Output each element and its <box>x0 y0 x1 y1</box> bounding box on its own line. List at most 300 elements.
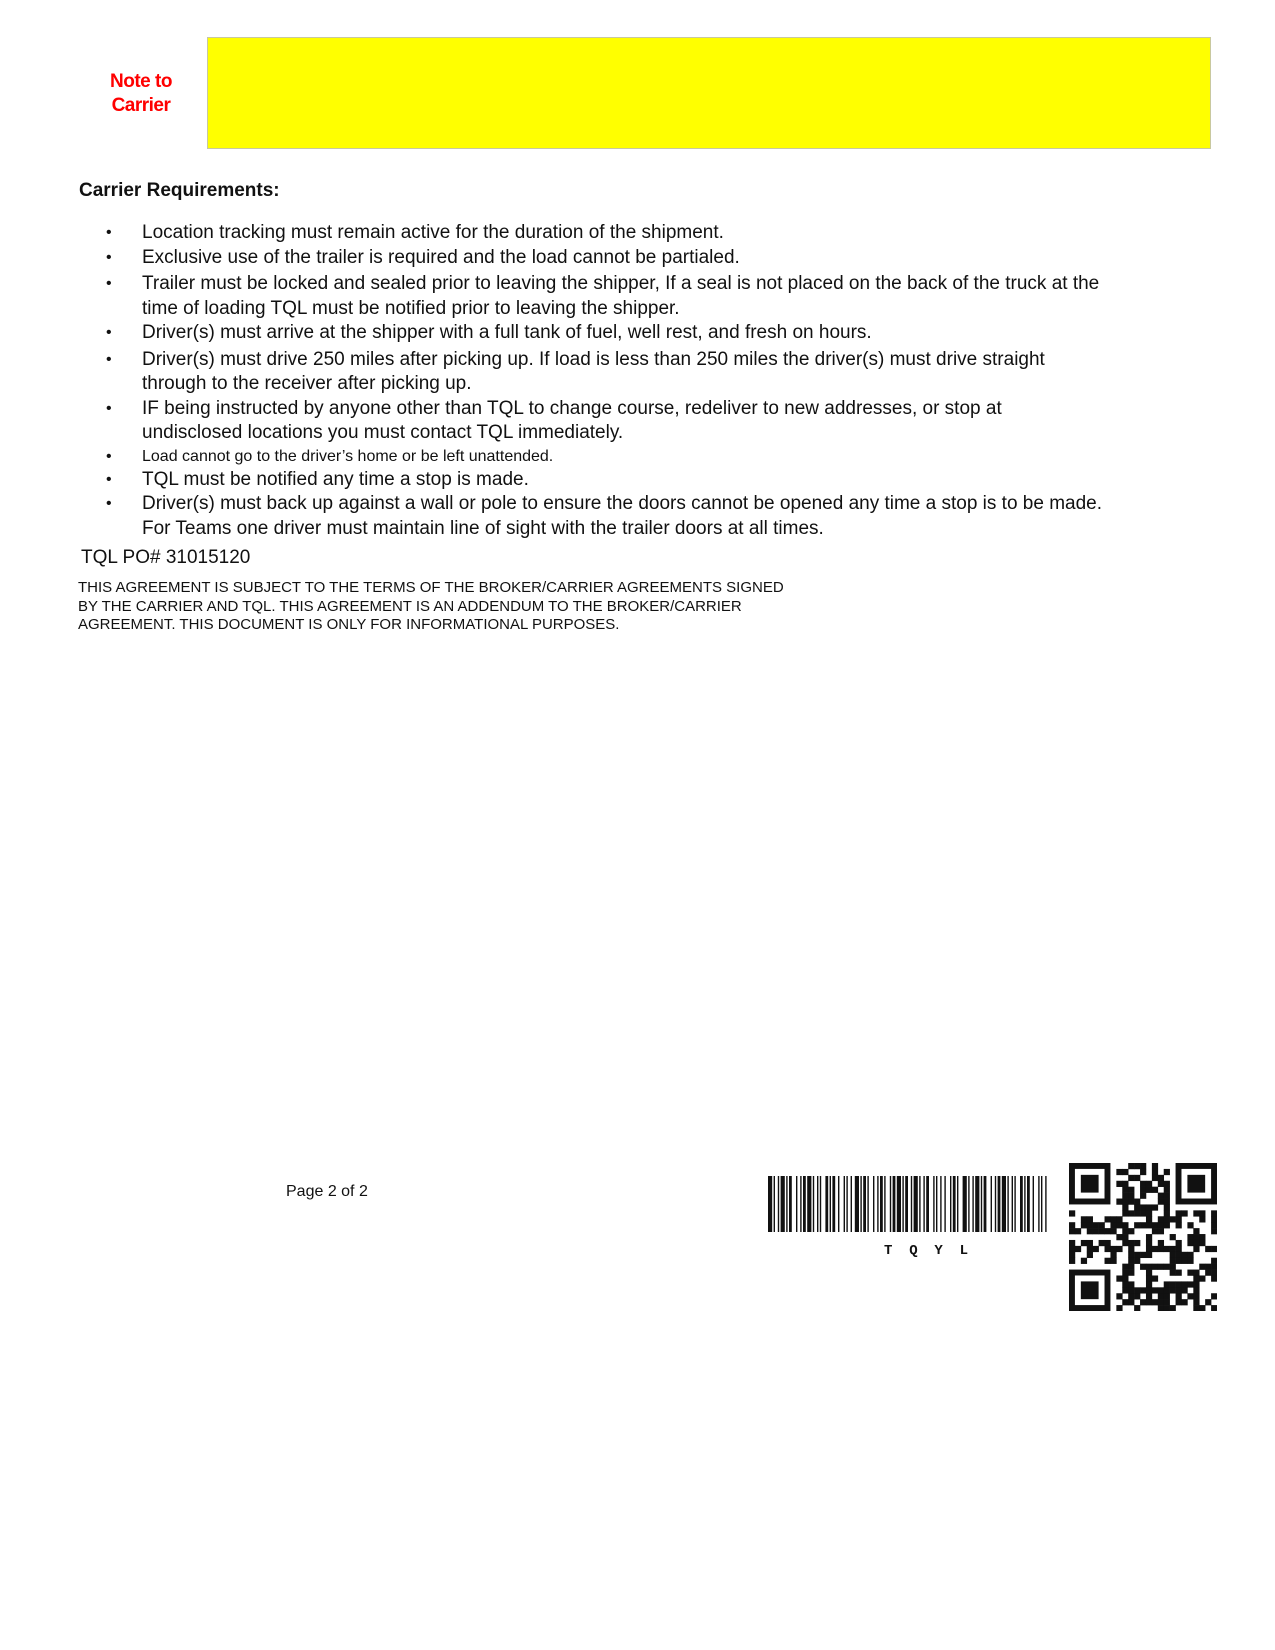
qr-module <box>1158 1299 1164 1305</box>
qr-module <box>1211 1222 1217 1228</box>
qr-module <box>1211 1275 1217 1281</box>
bullet-icon: • <box>106 399 112 417</box>
qr-module <box>1081 1258 1087 1264</box>
barcode-bar <box>902 1176 903 1232</box>
qr-module <box>1116 1234 1122 1240</box>
barcode-bar <box>774 1176 775 1232</box>
barcode-bar <box>991 1176 992 1232</box>
barcode-bar <box>968 1176 969 1232</box>
barcode-bar <box>957 1176 958 1232</box>
qr-module <box>1075 1228 1081 1234</box>
barcode-bar <box>933 1176 934 1232</box>
qr-module <box>1087 1246 1093 1252</box>
qr-module <box>1199 1275 1205 1281</box>
qr-module <box>1105 1246 1111 1252</box>
agreement-disclaimer: THIS AGREEMENT IS SUBJECT TO THE TERMS OF THE BROKER/CARRIER AGREEMENTS SIGNED BY THE CARRIER AND TQL. THIS AGREEMENT IS AN ADDENDUM TO THE BROKER/CARRIER AGREEMENT. THIS DOCUMENT IS ONLY FOR INFORMATIONAL PURPOSES. <box>78 579 784 633</box>
qr-module <box>1152 1275 1158 1281</box>
qr-module <box>1193 1287 1199 1293</box>
qr-module <box>1087 1216 1093 1222</box>
list-item: • TQL must be notified any time a stop is made. <box>104 468 1104 493</box>
barcode-bar <box>919 1176 920 1232</box>
barcode-bar <box>851 1176 852 1232</box>
qr-module <box>1146 1222 1152 1228</box>
qr-module <box>1164 1246 1170 1252</box>
list-item: • Trailer must be locked and sealed prior to leaving the shipper, If a seal is not placed on the back of the truck at the time of loading TQL must be notified prior to leaving the shipper. <box>106 273 1100 319</box>
qr-module <box>1199 1240 1205 1246</box>
qr-module <box>1110 1222 1116 1228</box>
qr-module <box>1140 1210 1146 1216</box>
qr-module <box>1122 1264 1128 1270</box>
barcode-bar <box>860 1176 861 1232</box>
qr-module <box>1134 1175 1140 1181</box>
qr-module <box>1146 1234 1152 1240</box>
barcode-bar <box>825 1176 828 1232</box>
barcode-bar <box>972 1176 973 1232</box>
page-number: Page 2 of 2 <box>286 1183 368 1200</box>
qr-module <box>1128 1252 1134 1258</box>
qr-module <box>1093 1246 1099 1252</box>
qr-module <box>1164 1181 1170 1187</box>
qr-module <box>1116 1222 1122 1228</box>
qr-finder-pattern <box>1081 1281 1099 1299</box>
qr-module <box>1146 1252 1152 1258</box>
bullet-icon: • <box>106 470 112 488</box>
qr-module <box>1170 1264 1176 1270</box>
qr-module <box>1116 1216 1122 1222</box>
qr-module <box>1128 1240 1134 1246</box>
barcode-bar <box>953 1176 956 1232</box>
qr-module <box>1116 1293 1122 1299</box>
qr-code-image <box>1069 1163 1217 1311</box>
qr-module <box>1211 1270 1217 1276</box>
list-item: • Load cannot go to the driver’s home or be left unattended. <box>104 446 1104 468</box>
qr-module <box>1158 1305 1164 1311</box>
qr-module <box>1176 1270 1182 1276</box>
qr-module <box>1128 1299 1134 1305</box>
note-to-carrier-box <box>207 37 1211 149</box>
qr-module <box>1170 1305 1176 1311</box>
qr-module <box>1128 1163 1134 1169</box>
qr-module <box>1158 1240 1164 1246</box>
barcode-bar <box>1027 1176 1030 1232</box>
barcode-bar <box>975 1176 979 1232</box>
qr-module <box>1146 1216 1152 1222</box>
qr-module <box>1193 1240 1199 1246</box>
qr-module <box>1181 1281 1187 1287</box>
qr-module <box>1164 1281 1170 1287</box>
qr-module <box>1199 1234 1205 1240</box>
qr-module <box>1116 1246 1122 1252</box>
barcode-bar <box>981 1176 982 1232</box>
qr-module <box>1134 1222 1140 1228</box>
barcode-bar <box>873 1176 874 1232</box>
qr-module <box>1181 1299 1187 1305</box>
qr-module <box>1128 1228 1134 1234</box>
qr-module <box>1152 1246 1158 1252</box>
qr-module <box>1211 1264 1217 1270</box>
bullet-icon: • <box>106 350 112 368</box>
qr-module <box>1140 1264 1146 1270</box>
qr-module <box>1158 1287 1164 1293</box>
qr-module <box>1146 1240 1152 1246</box>
qr-module <box>1128 1175 1134 1181</box>
barcode-bar <box>820 1176 821 1232</box>
barcode-bar <box>1002 1176 1006 1232</box>
qr-module <box>1122 1193 1128 1199</box>
qr-module <box>1152 1287 1158 1293</box>
qr-module <box>1140 1187 1146 1193</box>
qr-module <box>1140 1252 1146 1258</box>
qr-module <box>1134 1293 1140 1299</box>
qr-module <box>1193 1293 1199 1299</box>
qr-module <box>1087 1240 1093 1246</box>
qr-module <box>1140 1181 1146 1187</box>
qr-module <box>1116 1181 1122 1187</box>
qr-module <box>1158 1181 1164 1187</box>
qr-module <box>1187 1281 1193 1287</box>
qr-module <box>1170 1270 1176 1276</box>
qr-module <box>1158 1222 1164 1228</box>
qr-module <box>1176 1299 1182 1305</box>
tql-po-number: TQL PO# 31015120 <box>81 547 251 568</box>
bullet-icon: • <box>106 275 112 292</box>
barcode-bar <box>844 1176 845 1232</box>
barcode-bar <box>807 1176 811 1232</box>
barcode-bar <box>963 1176 967 1232</box>
barcode-bar <box>944 1176 945 1232</box>
barcode-bar <box>911 1176 912 1232</box>
qr-module <box>1146 1204 1152 1210</box>
barcode-bar <box>855 1176 859 1232</box>
barcode-bar <box>936 1176 937 1232</box>
qr-module <box>1146 1275 1152 1281</box>
qr-module <box>1211 1293 1217 1299</box>
qr-module <box>1140 1299 1146 1305</box>
qr-module <box>1164 1210 1170 1216</box>
qr-module <box>1193 1270 1199 1276</box>
barcode-bar <box>768 1176 772 1232</box>
qr-module <box>1081 1216 1087 1222</box>
qr-module <box>1128 1210 1134 1216</box>
barcode-bar <box>998 1176 1001 1232</box>
qr-module <box>1146 1287 1152 1293</box>
qr-module <box>1146 1246 1152 1252</box>
qr-module <box>1146 1210 1152 1216</box>
note-label-line-2: Carrier <box>111 95 171 116</box>
qr-module <box>1128 1264 1134 1270</box>
qr-module <box>1122 1234 1128 1240</box>
qr-module <box>1134 1210 1140 1216</box>
qr-module <box>1069 1210 1075 1216</box>
qr-module <box>1128 1270 1134 1276</box>
qr-module <box>1176 1216 1182 1222</box>
qr-module <box>1187 1240 1193 1246</box>
qr-module <box>1181 1258 1187 1264</box>
qr-module <box>1199 1216 1205 1222</box>
qr-module <box>1128 1193 1134 1199</box>
qr-module <box>1164 1287 1170 1293</box>
qr-module <box>1110 1228 1116 1234</box>
qr-module <box>1158 1175 1164 1181</box>
qr-module <box>1116 1305 1122 1311</box>
barcode-bar <box>830 1176 831 1232</box>
barcode-bar <box>838 1176 839 1232</box>
qr-module <box>1081 1222 1087 1228</box>
qr-module <box>1164 1199 1170 1205</box>
qr-module <box>1146 1264 1152 1270</box>
barcode-bar <box>867 1176 868 1232</box>
qr-module <box>1164 1169 1170 1175</box>
qr-module <box>1211 1210 1217 1216</box>
qr-module <box>1193 1234 1199 1240</box>
carrier-requirements-heading: Carrier Requirements: <box>79 180 280 201</box>
qr-module <box>1122 1181 1128 1187</box>
qr-module <box>1211 1258 1217 1264</box>
qr-module <box>1122 1228 1128 1234</box>
barcode-bar <box>897 1176 901 1232</box>
barcode-bar <box>1020 1176 1023 1232</box>
qr-module <box>1110 1252 1116 1258</box>
qr-module <box>1181 1252 1187 1258</box>
qr-module <box>1176 1210 1182 1216</box>
qr-module <box>1122 1287 1128 1293</box>
qr-module <box>1205 1264 1211 1270</box>
qr-module <box>1069 1246 1075 1252</box>
barcode-bar <box>884 1176 885 1232</box>
qr-module <box>1193 1299 1199 1305</box>
note-label-line-1: Note to <box>110 71 172 92</box>
qr-module <box>1128 1187 1134 1193</box>
qr-module <box>1211 1305 1217 1311</box>
qr-module <box>1134 1240 1140 1246</box>
qr-module <box>1164 1299 1170 1305</box>
qr-module <box>1128 1293 1134 1299</box>
qr-module <box>1069 1258 1075 1264</box>
qr-module <box>1128 1199 1134 1205</box>
qr-module <box>1146 1293 1152 1299</box>
barcode-bar <box>1012 1176 1013 1232</box>
qr-module <box>1134 1258 1140 1264</box>
qr-module <box>1170 1234 1176 1240</box>
qr-module <box>1176 1246 1182 1252</box>
qr-module <box>1146 1187 1152 1193</box>
qr-module <box>1152 1264 1158 1270</box>
qr-module <box>1152 1222 1158 1228</box>
qr-module <box>1075 1246 1081 1252</box>
qr-module <box>1116 1169 1122 1175</box>
qr-module <box>1176 1258 1182 1264</box>
qr-module <box>1158 1246 1164 1252</box>
barcode-bar <box>940 1176 941 1232</box>
qr-module <box>1158 1293 1164 1299</box>
barcode-bar <box>1007 1176 1008 1232</box>
qr-module <box>1146 1299 1152 1305</box>
qr-module <box>1081 1240 1087 1246</box>
qr-module <box>1128 1246 1134 1252</box>
qr-module <box>1128 1287 1134 1293</box>
qr-module <box>1122 1240 1128 1246</box>
barcode-bar <box>1024 1176 1025 1232</box>
qr-module <box>1134 1305 1140 1311</box>
qr-module <box>1187 1270 1193 1276</box>
qr-module <box>1152 1299 1158 1305</box>
qr-module <box>1187 1234 1193 1240</box>
qr-module <box>1152 1163 1158 1169</box>
barcode-bar <box>890 1176 891 1232</box>
qr-module <box>1122 1222 1128 1228</box>
qr-module <box>1087 1252 1093 1258</box>
qr-module <box>1193 1246 1199 1252</box>
barcode-bar <box>1038 1176 1039 1232</box>
qr-module <box>1122 1199 1128 1205</box>
barcode-bar <box>813 1176 814 1232</box>
qr-module <box>1140 1287 1146 1293</box>
qr-module <box>1110 1258 1116 1264</box>
qr-module <box>1170 1287 1176 1293</box>
qr-module <box>1164 1293 1170 1299</box>
bullet-icon: • <box>106 224 112 241</box>
qr-module <box>1087 1222 1093 1228</box>
barcode-bar <box>1045 1176 1046 1232</box>
list-item: • Driver(s) must drive 250 miles after picking up. If load is less than 250 miles the driver(s) must drive straight through to the receiver after picking up. <box>106 348 1045 394</box>
qr-module <box>1193 1305 1199 1311</box>
qr-module <box>1187 1293 1193 1299</box>
qr-module <box>1176 1287 1182 1293</box>
qr-module <box>1176 1281 1182 1287</box>
qr-module <box>1193 1210 1199 1216</box>
qr-module <box>1128 1281 1134 1287</box>
barcode-bar <box>796 1176 797 1232</box>
list-item: • IF being instructed by anyone other than TQL to change course, redeliver to new addresses, or stop at undisclosed locations you must contact TQL immediately. <box>106 397 1002 443</box>
qr-module <box>1099 1228 1105 1234</box>
barcode-bar <box>984 1176 987 1232</box>
qr-module <box>1164 1216 1170 1222</box>
barcode-bar <box>923 1176 924 1232</box>
barcode-bar <box>1033 1176 1034 1232</box>
qr-module <box>1134 1163 1140 1169</box>
qr-module <box>1170 1258 1176 1264</box>
barcode-bar <box>778 1176 779 1232</box>
qr-module <box>1134 1287 1140 1293</box>
qr-module <box>1211 1228 1217 1234</box>
barcode-bar <box>781 1176 785 1232</box>
qr-module <box>1199 1210 1205 1216</box>
barcode-bar <box>995 1176 996 1232</box>
qr-finder-pattern <box>1187 1175 1205 1193</box>
qr-module <box>1158 1264 1164 1270</box>
qr-module <box>1140 1204 1146 1210</box>
qr-module <box>1093 1228 1099 1234</box>
barcode-bar <box>926 1176 929 1232</box>
qr-module <box>1170 1216 1176 1222</box>
list-item: • Exclusive use of the trailer is required and the load cannot be partialed. <box>104 246 1104 271</box>
qr-module <box>1193 1228 1199 1234</box>
qr-module <box>1158 1216 1164 1222</box>
qr-module <box>1105 1216 1111 1222</box>
qr-finder-pattern <box>1081 1175 1099 1193</box>
barcode-bar <box>863 1176 866 1232</box>
barcode-bar <box>1014 1176 1015 1232</box>
qr-module <box>1164 1193 1170 1199</box>
qr-module <box>1069 1240 1075 1246</box>
carrier-requirements-list <box>104 221 1104 541</box>
qr-module <box>1193 1275 1199 1281</box>
bullet-icon: • <box>106 447 112 465</box>
qr-module <box>1176 1222 1182 1228</box>
qr-module <box>1158 1228 1164 1234</box>
qr-module <box>1158 1193 1164 1199</box>
qr-module <box>1146 1270 1152 1276</box>
qr-module <box>1134 1199 1140 1205</box>
qr-module <box>1134 1204 1140 1210</box>
qr-module <box>1158 1199 1164 1205</box>
qr-module <box>1211 1216 1217 1222</box>
qr-module <box>1187 1252 1193 1258</box>
qr-module <box>1099 1222 1105 1228</box>
qr-module <box>1187 1222 1193 1228</box>
qr-module <box>1152 1204 1158 1210</box>
qr-module <box>1164 1264 1170 1270</box>
qr-module <box>1087 1228 1093 1234</box>
qr-module <box>1093 1222 1099 1228</box>
barcode-bar <box>800 1176 801 1232</box>
note-to-carrier-label <box>96 70 186 118</box>
bullet-icon: • <box>106 248 112 266</box>
qr-module <box>1122 1187 1128 1193</box>
qr-module <box>1110 1216 1116 1222</box>
list-item: • Driver(s) must arrive at the shipper with a full tank of fuel, well rest, and fresh on hours. <box>104 321 1104 346</box>
qr-module <box>1170 1252 1176 1258</box>
barcode-label: T Q Y L <box>884 1243 969 1258</box>
qr-module <box>1176 1252 1182 1258</box>
qr-module <box>1105 1240 1111 1246</box>
bullet-icon: • <box>106 324 112 341</box>
barcode-bar <box>846 1176 847 1232</box>
barcode-bar <box>914 1176 918 1232</box>
qr-module <box>1140 1222 1146 1228</box>
qr-module <box>1193 1281 1199 1287</box>
barcode-bar <box>905 1176 908 1232</box>
qr-module <box>1164 1204 1170 1210</box>
qr-module <box>1069 1228 1075 1234</box>
qr-module <box>1128 1258 1134 1264</box>
qr-module <box>1122 1281 1128 1287</box>
qr-module <box>1122 1204 1128 1210</box>
qr-module <box>1122 1275 1128 1281</box>
qr-module <box>1164 1187 1170 1193</box>
qr-module <box>1122 1270 1128 1276</box>
qr-module <box>1187 1258 1193 1264</box>
qr-module <box>1105 1228 1111 1234</box>
qr-module <box>1140 1193 1146 1199</box>
qr-module <box>1140 1169 1146 1175</box>
qr-module <box>1181 1210 1187 1216</box>
qr-module <box>1122 1169 1128 1175</box>
barcode-bar <box>817 1176 818 1232</box>
qr-module <box>1170 1246 1176 1252</box>
qr-module <box>1199 1305 1205 1311</box>
qr-module <box>1152 1228 1158 1234</box>
list-item: • Location tracking must remain active for the duration of the shipment. <box>104 221 1104 246</box>
qr-module <box>1164 1305 1170 1311</box>
qr-module <box>1205 1246 1211 1252</box>
bullet-icon: • <box>106 495 112 512</box>
qr-module <box>1105 1258 1111 1264</box>
qr-module <box>1146 1181 1152 1187</box>
qr-module <box>1181 1287 1187 1293</box>
barcode-bar <box>877 1176 878 1232</box>
barcode-bar <box>950 1176 951 1232</box>
